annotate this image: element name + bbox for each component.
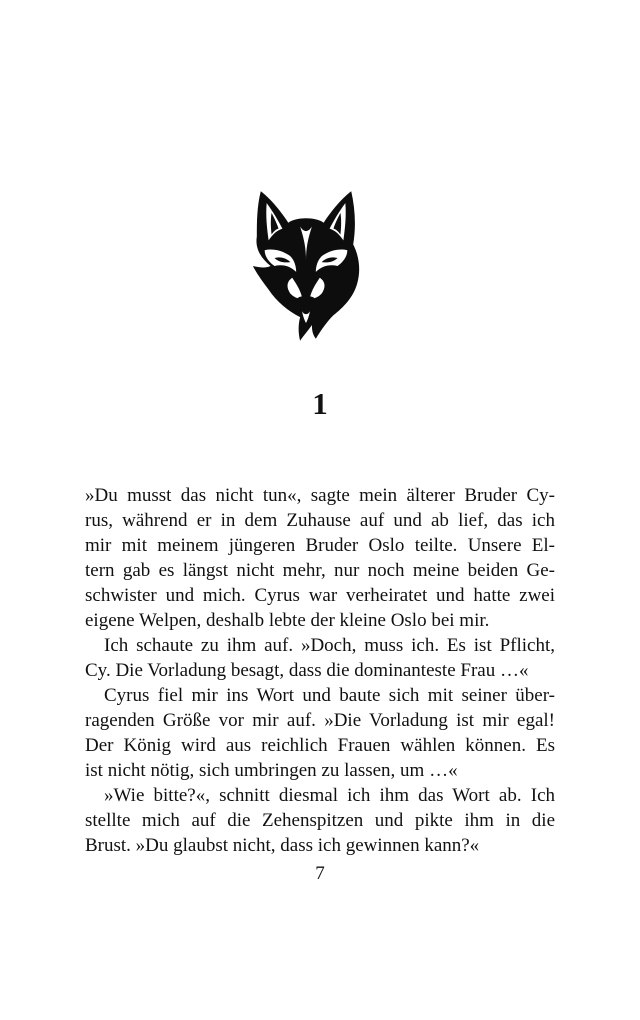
text-line: stellte mich auf die Zehenspitzen und pikte ihm in die (85, 810, 555, 831)
text-line: eigene Welpen, deshalb lebte der kleine Oslo bei mir. (85, 610, 490, 631)
text-line: Der König wird aus reichlich Frauen wählen können. Es (85, 735, 555, 756)
text-line: Cy. Die Vorladung besagt, dass die dominanteste Frau …« (85, 660, 529, 681)
text-line: »Du musst das nicht tun«, sagte mein älterer Bruder Cy- (85, 485, 555, 506)
text-line: schwister und mich. Cyrus war verheiratet und hatte zwei (85, 585, 555, 606)
text-line: ragenden Größe vor mir auf. »Die Vorladung ist mir egal! (85, 710, 555, 731)
paragraph (85, 633, 555, 683)
text-line: Ich schaute zu ihm auf. »Doch, muss ich. Es ist Pflicht, (104, 635, 555, 656)
text-line: ist nicht nötig, sich umbringen zu lassen, um …« (85, 760, 458, 781)
text-line: Cyrus fiel mir ins Wort und baute sich mit seiner über- (104, 685, 555, 706)
chapter-body (85, 483, 555, 858)
paragraph (85, 483, 555, 633)
paragraph (85, 683, 555, 783)
text-line: Brust. »Du glaubst nicht, dass ich gewinnen kann?« (85, 835, 480, 856)
text-line: »Wie bitte?«, schnitt diesmal ich ihm das Wort ab. Ich (104, 785, 555, 806)
text-line: tern gab es längst nicht mehr, nur noch meine beiden Ge- (85, 560, 555, 581)
text-line: rus, während er in dem Zuhause auf und ab lief, das ich (85, 510, 555, 531)
wolf-head-icon (247, 186, 365, 346)
chapter-number: 1 (312, 386, 328, 421)
text-line: mir mit meinem jüngeren Bruder Oslo teilte. Unsere El- (85, 535, 555, 556)
page-number: 7 (315, 863, 325, 884)
paragraph (85, 783, 555, 858)
